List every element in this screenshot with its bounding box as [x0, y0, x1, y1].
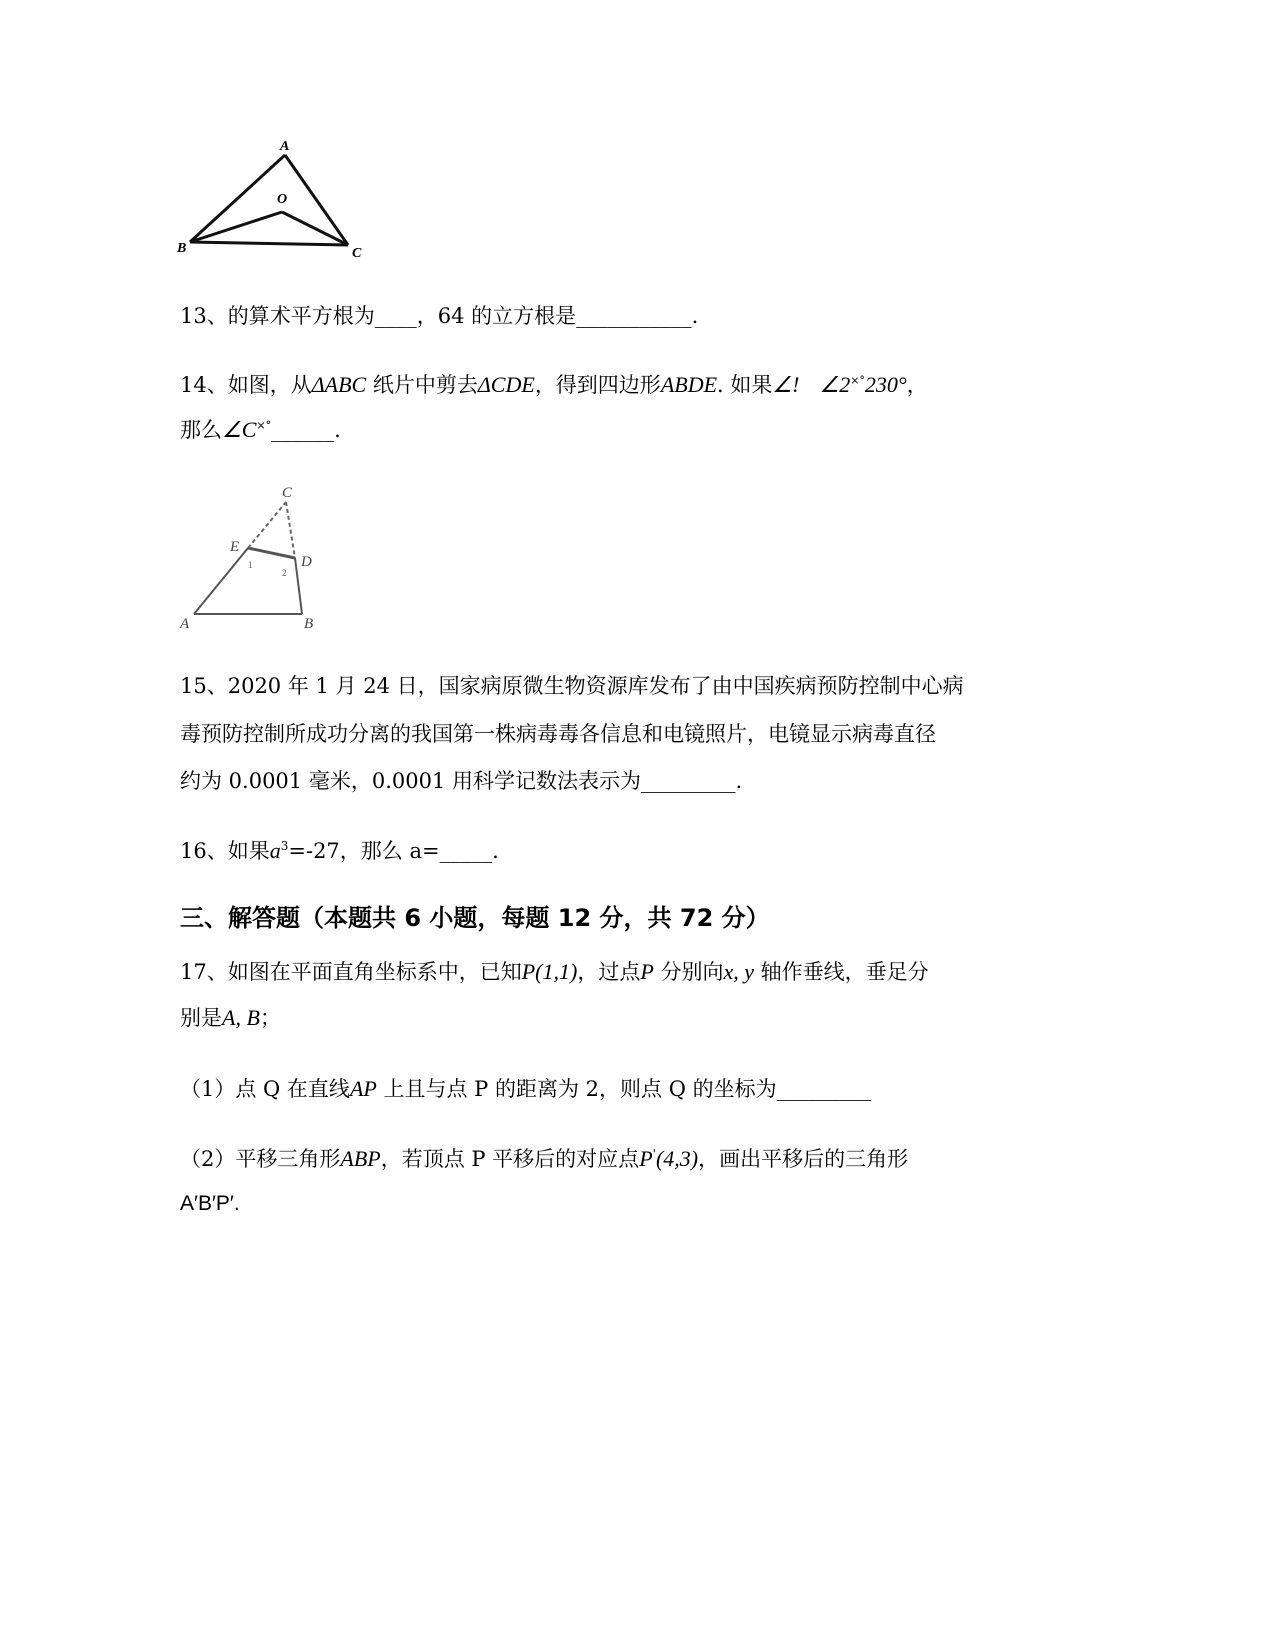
label-b: B — [304, 616, 314, 632]
q17-part2-line2: A′B′P′ — [180, 1192, 234, 1215]
q16-var: a — [269, 838, 281, 863]
q13-end: . — [691, 304, 699, 328]
q17-axes: x, y — [723, 959, 754, 984]
q14-line2-a: 那么 — [180, 418, 222, 442]
q15-line-2-text: 毒预防控制所成功分离的我国第一株病毒毒各信息和电镜照片，电镜显示病毒直径 — [180, 722, 936, 746]
dashed-cd — [286, 502, 295, 558]
triangle-abc-figure — [170, 135, 370, 265]
q13-text-b: ，64 的立方根是 — [416, 304, 577, 328]
q17-point: P(1,1) — [521, 959, 578, 984]
label-1: 1 — [248, 560, 253, 570]
q13-text-a: 13、的算术平方根为 — [180, 304, 375, 328]
label-b: B — [177, 241, 187, 256]
label-c: C — [352, 246, 362, 261]
q17-part1-ap: AP — [349, 1076, 377, 1101]
q14-mark: ×° — [850, 374, 865, 387]
q14-text-d: . 如果 — [717, 373, 773, 397]
q17-text-d: 轴作垂线，垂足分 — [754, 960, 929, 984]
q17-part2-b: ，若顶点 P 平移后的对应点 — [380, 1147, 640, 1171]
question-17-part-1 — [180, 1075, 871, 1103]
q14-triangle-cde: ΔCDE — [477, 372, 535, 397]
q16-blank: _____ — [439, 839, 493, 863]
q17-line2-a: 别是 — [180, 1006, 222, 1030]
q17-feet: A, B — [222, 1005, 260, 1030]
q15-line-1-text: 15、2020 年 1 月 24 日，国家病原微生物资源库发布了由中国疾病预防控制中心病 — [180, 674, 964, 698]
q17-part2-a: （2）平移三角形 — [180, 1147, 341, 1171]
question-15-line-2 — [180, 720, 936, 748]
question-14-line-2 — [180, 412, 341, 444]
q17-part1-b: 上且与点 P 的距离为 2，则点 Q 的坐标为 — [376, 1077, 777, 1101]
q17-text-b: ，过点 — [577, 960, 641, 984]
q14-blank: ______ — [271, 418, 335, 442]
question-17-part-2-line-2 — [180, 1190, 240, 1218]
question-14-line-1 — [180, 367, 928, 399]
q13-blank-b: ___________ — [576, 304, 692, 328]
edge-bc — [190, 242, 348, 245]
q17-part2-coord: (4,3) — [655, 1146, 699, 1171]
question-15-line-3 — [180, 767, 742, 795]
q16-text-a: 16、如果 — [180, 839, 270, 863]
section-3-heading: 三、解答题（本题共 6 小题，每题 12 分，共 72 分） — [180, 904, 770, 932]
q16-end: . — [492, 839, 499, 863]
label-o: O — [277, 192, 288, 207]
question-17-line-2 — [180, 1004, 281, 1032]
q14-text-a: 14、如图，从 — [180, 373, 312, 397]
question-17-part-2 — [180, 1140, 908, 1173]
q14-tail: ， — [906, 373, 928, 397]
q17-part1-a: （1）点 Q 在直线 — [180, 1077, 350, 1101]
edge-ab — [190, 155, 288, 242]
question-16 — [180, 832, 499, 865]
q15-end: . — [735, 769, 743, 793]
q16-text-b: =-27，那么 a= — [288, 839, 440, 863]
question-13 — [180, 302, 698, 330]
q17-part2-prime: ' — [652, 1147, 656, 1161]
q14-value: 230° — [864, 372, 907, 397]
question-15-line-1 — [180, 672, 964, 700]
q14-angle-2: ∠2 — [819, 372, 851, 397]
question-17-line-1 — [180, 958, 929, 986]
q14-triangle-abc: ΔABC — [311, 372, 367, 397]
q17-part2-end: . — [233, 1192, 240, 1215]
edge-bo — [190, 212, 282, 242]
q17-part2-abp: ABP — [340, 1146, 381, 1171]
q17-part2-c: ，画出平移后的三角形 — [698, 1147, 909, 1171]
label-c: C — [282, 485, 293, 501]
q17-line2-b: ； — [259, 1006, 281, 1030]
q17-text-a: 17、如图在平面直角坐标系中，已知 — [180, 960, 522, 984]
q14-mark-2: ×° — [256, 419, 272, 432]
q16-exp: 3 — [280, 839, 289, 853]
q14-angle-1: ∠! — [772, 372, 800, 397]
q14-angle-c: ∠C — [222, 417, 257, 442]
label-d: D — [301, 554, 312, 570]
triangle-cde-figure — [170, 480, 340, 640]
q14-text-b: 纸片中剪去 — [366, 373, 478, 397]
dashed-ec — [248, 502, 286, 548]
q15-line-3-text: 约为 0.0001 毫米，0.0001 用科学记数法表示为 — [180, 769, 641, 793]
q15-blank: _________ — [640, 769, 736, 793]
edge-ac — [285, 155, 348, 245]
label-a: A — [280, 139, 290, 154]
q14-end: . — [334, 418, 341, 442]
q17-text-c: 分别向 — [653, 960, 724, 984]
q13-blank-a: ____ — [374, 304, 417, 328]
q14-text-c: ，得到四边形 — [534, 373, 661, 397]
edge-ae — [194, 548, 248, 614]
edge-ed — [248, 548, 295, 558]
q17-part2-p: P — [639, 1146, 653, 1171]
q17-part1-blank: _________ — [776, 1077, 872, 1101]
label-e: E — [230, 539, 240, 555]
q14-quad-abde: ABDE — [660, 372, 718, 397]
q17-p: P — [640, 959, 654, 984]
label-a: A — [180, 616, 190, 632]
label-2: 2 — [282, 568, 287, 578]
